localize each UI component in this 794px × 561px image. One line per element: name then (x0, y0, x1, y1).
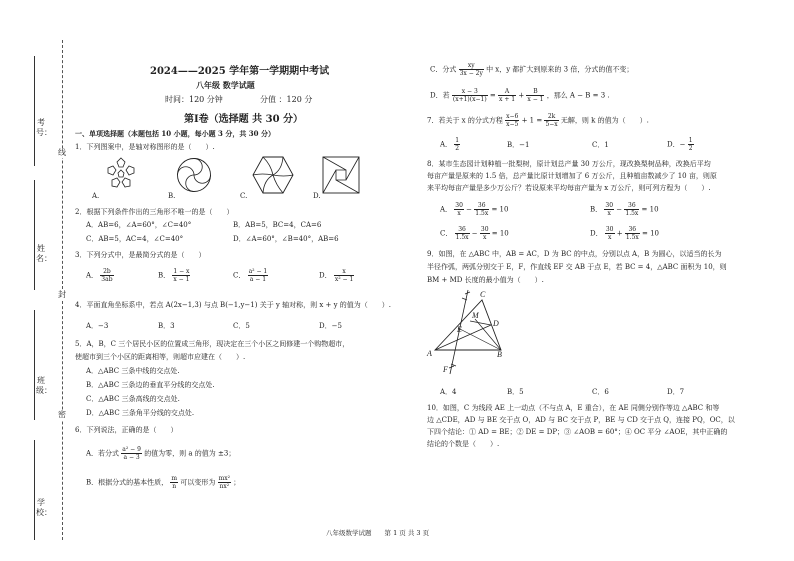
q10-stem-line1: 10．如图，C 为线段 AE 上一动点（不与点 A，E 重合），在 AE 同侧分别作等边 △ABC 和等 (427, 404, 720, 412)
q6-a-fraction (121, 446, 142, 461)
label-kaohao: 考号： (36, 118, 52, 137)
q3-a-fraction (100, 268, 113, 283)
q7-stem (427, 113, 649, 128)
q8-c-den1: 1.5x (455, 234, 469, 241)
q9-label-c: C (480, 290, 486, 299)
q6-c-post: 中 x，y 都扩大到原来的 3 倍，分式的值不变； (486, 65, 634, 74)
q1-option-a[interactable]: A. (92, 192, 100, 200)
q8-d-den2: 1.5x (625, 234, 639, 241)
q8-d-post: = 10 (642, 229, 660, 238)
q7-option-c[interactable]: C．1 (592, 141, 609, 149)
q3-b-den: x − 1 (173, 276, 190, 283)
q2-option-b[interactable]: B．AB=5，BC=4，CA=6 (233, 221, 322, 229)
q7-option-d[interactable] (667, 137, 694, 152)
seal-char-mi: 密 (58, 410, 66, 419)
q7-d-fraction (688, 137, 694, 152)
q6-b-den2: nx² (219, 483, 230, 490)
q4-option-a[interactable]: A．−3 (86, 322, 109, 330)
q8-option-d[interactable] (590, 226, 659, 241)
q3-a-den: 3ab (101, 276, 113, 283)
q8-a-fraction2 (474, 202, 489, 217)
q4-option-d[interactable]: D．−5 (319, 322, 342, 330)
q3-c-num: a² − 1 (248, 268, 268, 275)
q3-b-num: 1 − x (173, 268, 190, 275)
q6-d-den1: (x+1)(x−1) (452, 96, 487, 103)
q8-c-fraction2 (480, 226, 490, 241)
q6-d-pre: D．若 (430, 91, 450, 100)
blank-line-xingming (34, 180, 36, 290)
q8-b-pre: B． (590, 205, 603, 214)
q6-stem: 6．下列说法，正确的是（ ） (75, 426, 178, 434)
q8-c-num1: 36 (455, 226, 470, 234)
q6-option-c[interactable] (430, 62, 633, 77)
q6-d-den3: x − 1 (527, 96, 544, 103)
q3-option-c[interactable] (233, 268, 268, 283)
q8-d-den1: x (607, 234, 612, 241)
q3-c-den: a − 1 (249, 276, 267, 283)
page-footer: 八年级数学试题 第 1 页 共 3 页 (326, 529, 430, 537)
q9-option-a[interactable]: A．4 (440, 388, 457, 396)
q8-c-op: − (471, 229, 478, 238)
q5-stem-line1: 5．A，B，C 三个居民小区的位置成三角形，现决定在三个小区之间修建一个购物超市， (75, 340, 350, 348)
q7-plus: + 1 = (521, 116, 543, 125)
q7-a-num: 1 (455, 137, 460, 144)
q2-option-c[interactable]: C．AB=5，AC=4，∠C=40° (86, 235, 184, 243)
q6-c-num: xy (459, 62, 484, 70)
q1-figure-a-pentagons (100, 156, 142, 192)
q8-option-b[interactable] (590, 202, 659, 217)
q3-c-label: C． (233, 271, 246, 280)
q6-b-post: ； (233, 478, 241, 487)
q4-stem: 4．平面直角坐标系中，若点 A(2x−1,3) 与点 B(−1,y−1) 关于 y 轴对称，则 x + y 的值为（ ）. (75, 301, 391, 309)
q6-a-pre: A．若分式 (86, 449, 120, 458)
q3-a-label: A． (86, 271, 99, 280)
q6-b-den1: n (172, 483, 177, 490)
q1-option-b[interactable]: B. (168, 192, 176, 200)
q6-c-den: 3x − 2y (459, 70, 483, 77)
q7-fraction2 (544, 113, 558, 128)
q8-stem-line2: 每亩产量是原来的 1.5 倍，总产量比原计划增加了 6 万公斤，且种植亩数减少了 10 亩，则原 (427, 172, 717, 180)
section-heading: 一、单项选择题（本题包括 10 小题，每小题 3 分，共 30 分） (75, 129, 275, 138)
q6-b-mid: 可以变形为 (180, 478, 216, 487)
q9-label-f: F (443, 365, 448, 374)
q6-b-num1: m (171, 475, 178, 482)
q7-d-num: 1 (688, 137, 693, 144)
q7-d-pre: D．− (667, 140, 686, 149)
exam-score: 分值 ：120 分 (260, 95, 313, 104)
q8-option-a[interactable] (440, 202, 508, 217)
q1-figure-b-circle-swirl (176, 157, 212, 193)
q9-option-d[interactable]: D．7 (667, 388, 685, 396)
q6-b-num2: mx² (218, 475, 231, 482)
q8-stem-line1: 8．某市生态园计划种植一批梨树，原计划总产量 30 万公斤，现改换梨树品种，改换后平均 (427, 160, 711, 168)
q7-a-den: 2 (455, 145, 460, 152)
q7-a-pre: A． (440, 140, 453, 149)
label-banji: 班级： (36, 376, 52, 395)
q7-den2: 5−x (545, 121, 558, 128)
label-xingming: 姓名： (36, 244, 52, 263)
q7-fraction1 (505, 113, 519, 128)
q7-stem-pre: 7．若关于 x 的分式方程 (427, 116, 503, 125)
q8-b-post: = 10 (641, 205, 659, 214)
q9-label-a: A (427, 349, 432, 358)
q9-label-e: E (457, 325, 462, 334)
q8-a-pre: A． (440, 205, 453, 214)
q10-stem-line4: 结论的个数是（ ）. (427, 440, 500, 448)
q9-option-c[interactable]: C．6 (592, 388, 609, 396)
q4-option-c[interactable]: C．5 (233, 322, 250, 330)
q6-d-num2: A (498, 88, 516, 96)
q6-d-fraction1 (452, 88, 488, 103)
q8-a-post: = 10 (491, 205, 509, 214)
q6-b-fraction2 (218, 475, 231, 490)
q6-a-num: a² − 9 (122, 446, 141, 453)
q5-option-a[interactable]: A．△ABC 三条中线的交点处. (86, 367, 180, 375)
q3-d-den: x² − 1 (334, 276, 354, 283)
q3-b-label: B． (158, 271, 171, 280)
q3-a-num: 2b (100, 268, 113, 276)
q6-option-d[interactable] (430, 88, 610, 103)
q10-stem-line2: 边 △CDE，AD 与 BE 交于点 O，AD 与 BC 交于点 P，BE 与 CD 交于点 Q，连接 PQ，OC，以 (427, 416, 735, 424)
q8-b-num2: 36 (624, 202, 639, 210)
q8-a-num2: 36 (474, 202, 489, 210)
q9-label-d: D (493, 319, 499, 328)
q6-d-post: ，那么 A − B = 3 . (546, 91, 610, 100)
q6-a-den: a − 3 (123, 454, 140, 461)
q6-b-pre: B．根据分式的基本性质， (86, 478, 169, 487)
q3-option-b[interactable] (158, 268, 190, 283)
q8-c-num2: 30 (480, 226, 489, 233)
q6-a-post: 的值为零，则 a 的值为 ±3； (144, 449, 236, 458)
q5-stem-line2: 使超市到三个小区的距离相等，则超市应建在（ ）. (75, 353, 246, 361)
q8-c-fraction1 (455, 226, 470, 241)
q2-option-d[interactable]: D．∠A=60°，∠B=40°，AB=6 (233, 235, 339, 243)
blank-line-kaohao (34, 56, 36, 166)
exam-time: 时间：120 分钟 (165, 95, 223, 104)
q8-a-op: − (466, 205, 473, 214)
q6-d-fraction3 (526, 88, 544, 103)
q6-option-a[interactable] (86, 446, 235, 461)
q6-d-eq: = (489, 91, 496, 100)
q9-triangle-figure (425, 288, 515, 378)
q5-option-d[interactable]: D．△ABC 三条角平分线的交点处. (86, 409, 195, 417)
q9-option-b[interactable]: B．5 (507, 388, 524, 396)
q6-b-fraction1 (170, 475, 178, 490)
q7-a-fraction (454, 137, 460, 152)
q8-b-den2: 1.5x (625, 210, 639, 217)
q8-stem-line3: 来平均每亩产量是多少万公斤？若设原来平均每亩产量为 x 万公斤，则可列方程为（ ）. (427, 184, 711, 192)
q8-option-c[interactable] (440, 226, 509, 241)
q8-a-fraction1 (454, 202, 464, 217)
q6-d-num3: B (526, 88, 544, 96)
q9-stem-line3: BM + MD 长度的最小值为（ ）. (427, 276, 544, 284)
q6-option-b[interactable] (86, 475, 240, 490)
q3-d-label: D． (319, 271, 332, 280)
q8-d-num2: 36 (625, 226, 640, 234)
q6-d-fraction2 (498, 88, 516, 103)
q2-stem: 2．根据下列条件作出的三角形不唯一的是（ ） (75, 208, 234, 216)
q7-den1: x−5 (506, 121, 519, 128)
q8-d-pre: D． (590, 229, 603, 238)
q3-d-num: x (334, 268, 354, 276)
q4-option-b[interactable]: B．3 (158, 322, 175, 330)
q6-d-den2: x + 1 (499, 96, 516, 103)
q6-d-num1: x − 3 (452, 88, 488, 96)
q7-stem-post: 无解，则 k 的值为（ ）. (560, 116, 649, 125)
q1-option-d[interactable]: D. (313, 192, 321, 200)
q3-d-fraction (334, 268, 354, 283)
q5-option-b[interactable]: B．△ABC 三条边的垂直平分线的交点处. (86, 381, 215, 389)
q3-stem: 3．下列分式中，是最简分式的是（ ） (75, 251, 206, 259)
q6-c-pre: C．分式 (430, 65, 457, 74)
q8-d-num1: 30 (605, 226, 614, 233)
blank-line-banji (34, 310, 36, 420)
q3-c-fraction (248, 268, 269, 283)
q3-option-a[interactable] (86, 268, 114, 283)
q7-option-b[interactable]: B．−1 (507, 141, 530, 149)
q8-b-den1: x (607, 210, 611, 217)
volume-title: 第Ⅰ卷（选择题 共 30 分） (184, 114, 304, 125)
q9-stem-line2: 半径作弧，两弧分别交于 E，F，作直线 EF 交 AB 于点 E，若 BC = 4，△ABC 面积为 10，则 (427, 263, 727, 271)
q7-num2: 2k (544, 113, 558, 121)
q8-a-num1: 30 (455, 202, 463, 209)
q1-figure-c-hexagon-pinwheel (252, 155, 294, 195)
q5-option-c[interactable]: C．△ABC 三条高线的交点处. (86, 395, 180, 403)
q6-c-fraction (459, 62, 484, 77)
q2-option-a[interactable]: A．AB=6，∠A=60°，∠C=40° (86, 221, 192, 229)
q8-c-den2: x (483, 234, 487, 241)
q8-a-den2: 1.5x (475, 210, 489, 217)
exam-title: 2024——2025 学年第一学期期中考试 (150, 66, 330, 77)
q7-num1: x−6 (506, 113, 519, 120)
q6-d-plus: + (518, 91, 525, 100)
grade-subject: 八年级 数学试题 (196, 80, 255, 90)
q8-d-op: + (616, 229, 623, 238)
q7-option-a[interactable] (440, 137, 460, 152)
q9-label-m: M (472, 311, 479, 320)
blank-line-xuexiao (34, 440, 36, 540)
q9-label-b: B (497, 350, 502, 359)
q9-stem-line1: 9．如图，在 △ABC 中，AB = AC，D 为 BC 的中点，分别以点 A，B 为圆心，以适当的长为 (427, 250, 722, 258)
q8-b-op: − (616, 205, 623, 214)
q8-b-fraction2 (624, 202, 639, 217)
q1-figure-d-square-pinwheel (322, 156, 360, 194)
q8-d-fraction2 (625, 226, 640, 241)
q8-b-num1: 30 (605, 202, 614, 209)
q8-c-pre: C． (440, 229, 453, 238)
seal-char-feng: 封 (58, 290, 66, 299)
q7-d-den: 2 (688, 145, 693, 152)
label-xuexiao: 学校： (36, 498, 52, 517)
q3-b-fraction (172, 268, 190, 283)
q8-b-fraction1 (604, 202, 614, 217)
q3-option-d[interactable] (319, 268, 354, 283)
q8-a-den1: x (457, 210, 461, 217)
q8-d-fraction1 (605, 226, 615, 241)
q10-stem-line3: 下四个结论：① AD = BE；② DE = DP；③ ∠AOB = 60°；④ OC 平分 ∠AOE，其中正确的 (427, 428, 728, 436)
seal-char-xian: 线 (58, 148, 66, 157)
q1-stem: 1．下列图案中，是轴对称图形的是（ ）. (75, 143, 215, 151)
q8-c-post: = 10 (491, 229, 509, 238)
q1-option-c[interactable]: C. (240, 192, 248, 200)
